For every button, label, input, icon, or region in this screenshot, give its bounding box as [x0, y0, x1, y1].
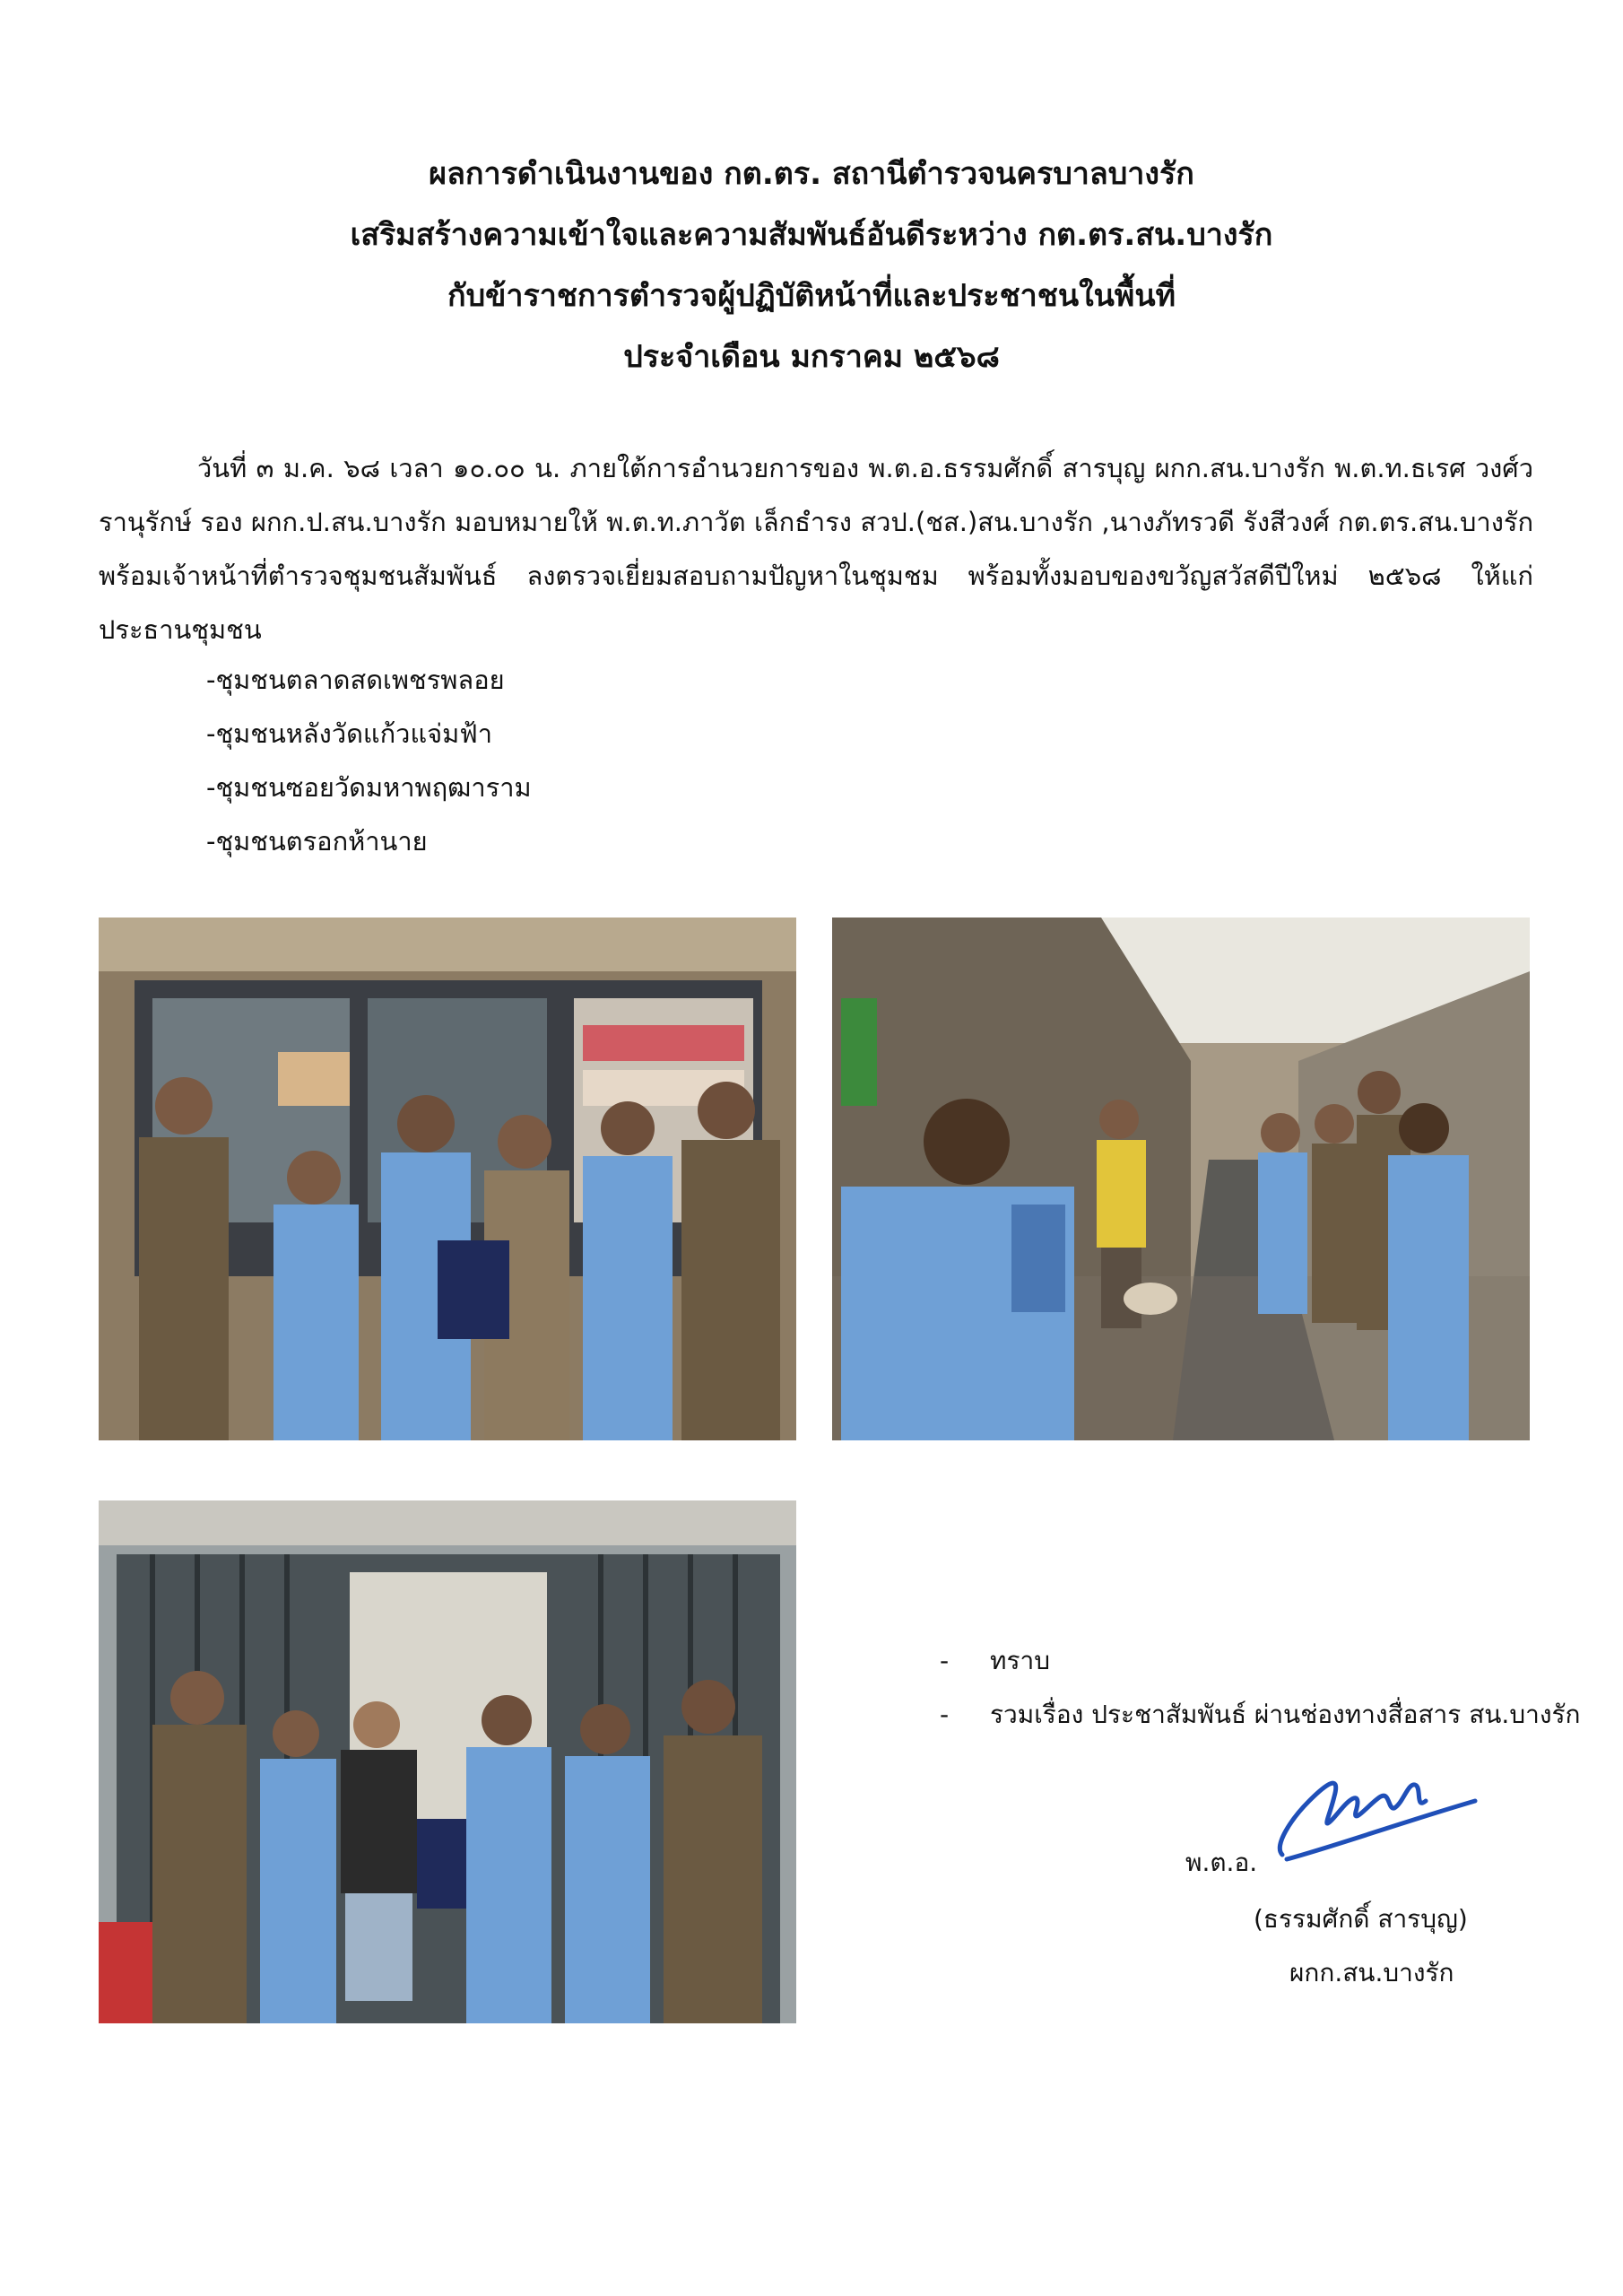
document-title: [0, 144, 1623, 387]
community-item: -ชุมชนตรอกห้านาย: [206, 826, 428, 857]
signature-position: ผกก.สน.บางรัก: [1289, 1958, 1454, 1987]
photo-group-shop: [99, 918, 796, 1440]
note-dash: -: [940, 1646, 950, 1675]
body-paragraph-wrapper: [99, 441, 1533, 657]
note-item: [940, 1634, 1581, 1688]
signature-rank: พ.ต.อ.: [1185, 1848, 1258, 1877]
note-text: ทราบ: [990, 1646, 1050, 1675]
photo-alley-visit-image: [832, 918, 1530, 1440]
photo-group-house: [99, 1500, 796, 2023]
community-item: -ชุมชนหลังวัดแก้วแจ่มฟ้า: [206, 718, 493, 749]
photo-group-shop-image: [99, 918, 796, 1440]
body-paragraph: วันที่ ๓ ม.ค. ๖๘ เวลา ๑๐.๐๐ น. ภายใต้การอำนวยการของ พ.ต.อ.ธรรมศักดิ์ สารบุญ ผกก.สน.บางรัก พ.ต.ท.ธเรศ วงศ์วรานุรักษ์ รอง ผกก.ป.สน.บางรัก มอบหมายให้ พ.ต.ท.ภาวัต เล็กธำรง สวป.(ชส.)สน.บางรัก ,นางภัทรวดี รังสีวงศ์ กต.ตร.สน.บางรัก พร้อมเจ้าหน้าที่ตำรวจชุมชนสัมพันธ์ ลงตรวจเยี่ยมสอบถามปัญหาในชุมชม พร้อมทั้งมอบของขวัญสวัสดีปีใหม่ ๒๕๖๘ ให้แก่ประธานชุมชน: [99, 453, 1533, 645]
community-list: [206, 653, 532, 868]
handwritten-signature: [1255, 1747, 1480, 1873]
title-line-1: ผลการดำเนินงานของ กต.ตร. สถานีตำรวจนครบาลบางรัก: [429, 156, 1194, 192]
approval-notes: [940, 1634, 1581, 1742]
title-line-4: ประจำเดือน มกราคม ๒๕๖๘: [623, 339, 1000, 375]
title-line-3: กับข้าราชการตำรวจผู้ปฏิบัติหน้าที่และประชาชนในพื้นที่: [447, 278, 1176, 314]
note-item: [940, 1688, 1581, 1742]
community-item: -ชุมชนตลาดสดเพชรพลอย: [206, 665, 505, 695]
photo-alley-visit: [832, 918, 1530, 1440]
note-dash: -: [940, 1700, 950, 1729]
photo-group-house-image: [99, 1500, 796, 2023]
note-text: รวมเรื่อง ประชาสัมพันธ์ ผ่านช่องทางสื่อสาร สน.บางรัก: [990, 1700, 1581, 1729]
community-item: -ชุมชนซอยวัดมหาพฤฒาราม: [206, 772, 532, 803]
signature-name: (ธรรมศักดิ์ สารบุญ): [1254, 1904, 1468, 1934]
title-line-2: เสริมสร้างความเข้าใจและความสัมพันธ์อันดีระหว่าง กต.ตร.สน.บางรัก: [350, 217, 1273, 253]
